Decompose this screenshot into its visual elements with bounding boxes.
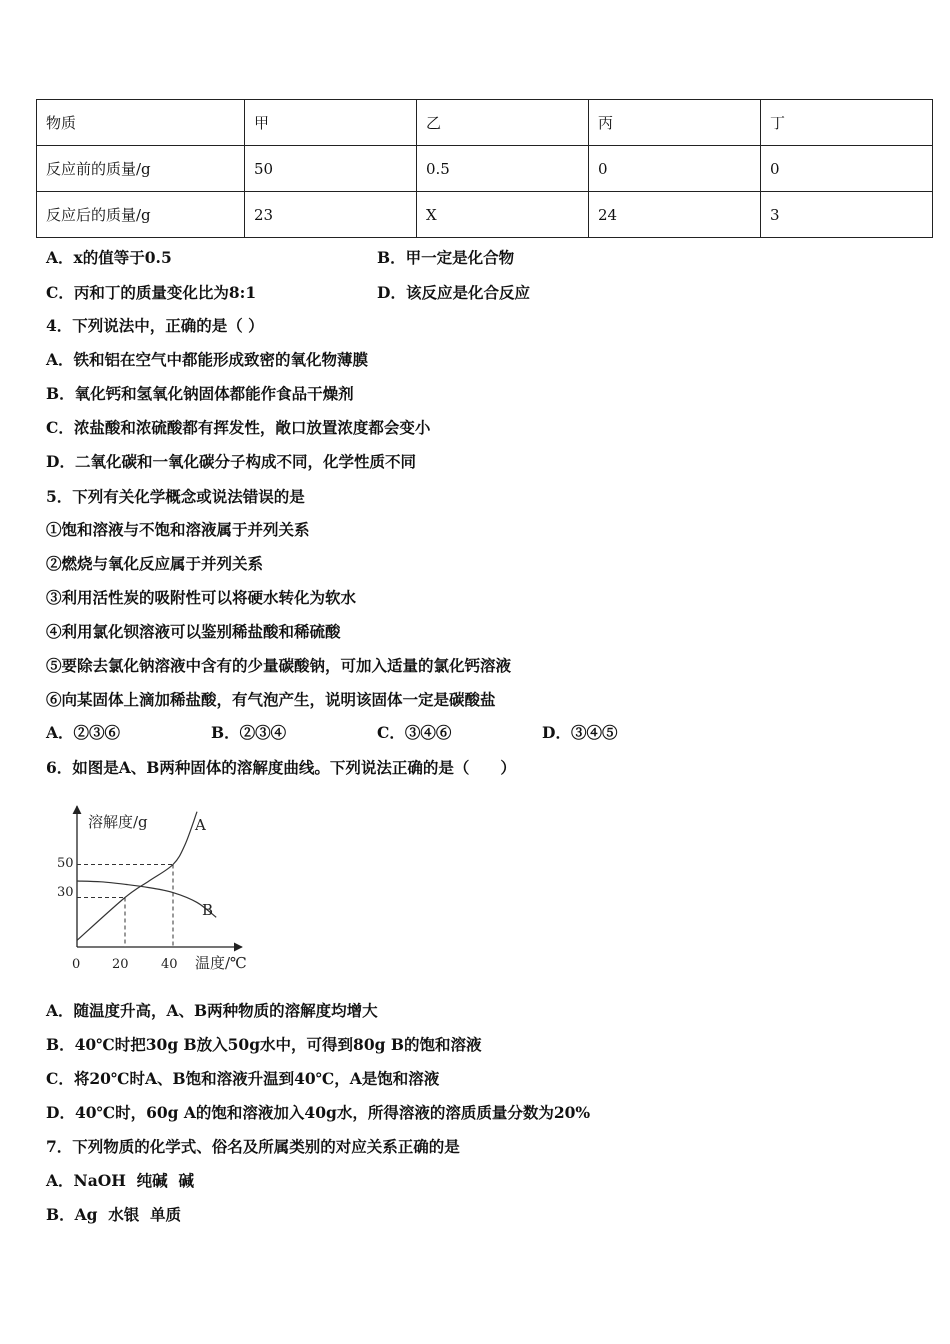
q3-option-c: C．丙和丁的质量变化比为8:1: [46, 283, 257, 302]
q3-option-b: B．甲一定是化合物: [377, 248, 515, 267]
table-cell: 24: [589, 192, 761, 238]
q5-stem: 5．下列有关化学概念或说法错误的是: [46, 487, 305, 506]
q4-option-b: B．氧化钙和氢氧化钠固体都能作食品干燥剂: [46, 384, 354, 403]
table-cell: 50: [245, 146, 417, 192]
q6-option-d: D．40℃时，60g A的饱和溶液加入40g水，所得溶液的溶质质量分数为20%: [46, 1103, 591, 1122]
mass-table: [36, 99, 933, 238]
table-cell: 反应后的质量/g: [37, 192, 245, 238]
y-tick-label: 30: [57, 885, 74, 900]
q4-option-c: C．浓盐酸和浓硫酸都有挥发性，敞口放置浓度都会变小: [46, 418, 431, 437]
q7-stem: 7．下列物质的化学式、俗名及所属类别的对应关系正确的是: [46, 1137, 460, 1156]
table-row: [37, 146, 933, 192]
series-a-label: A: [195, 816, 206, 834]
table-row: [37, 192, 933, 238]
q3-option-a: A．x的值等于0.5: [46, 248, 172, 267]
table-cell: X: [417, 192, 589, 238]
table-cell: 0: [589, 146, 761, 192]
q7-option-b: B．Ag 水银 单质: [46, 1205, 182, 1224]
table-cell: 甲: [245, 100, 417, 146]
table-row: [37, 100, 933, 146]
q5-statement-2: ②燃烧与氧化反应属于并列关系: [46, 554, 264, 573]
table-cell: 3: [761, 192, 933, 238]
y-axis-label: 溶解度/g: [88, 813, 148, 831]
x-tick-label: 40: [161, 957, 178, 972]
table-cell: 丙: [589, 100, 761, 146]
series-b-line: [77, 881, 216, 917]
q5-option-c: C．③④⑥: [377, 723, 452, 742]
q5-option-a: A．②③⑥: [46, 723, 121, 742]
q7-option-a: A．NaOH 纯碱 碱: [46, 1171, 194, 1190]
table-cell: 23: [245, 192, 417, 238]
q6-option-c: C．将20℃时A、B饱和溶液升温到40℃，A是饱和溶液: [46, 1069, 440, 1088]
x-tick-label: 20: [112, 957, 129, 972]
q5-option-b: B．②③④: [211, 723, 287, 742]
y-tick-label: 50: [57, 856, 74, 871]
q3-option-d: D．该反应是化合反应: [377, 283, 530, 302]
table-cell: 物质: [37, 100, 245, 146]
series-a-line: [77, 812, 197, 941]
table-cell: 反应前的质量/g: [37, 146, 245, 192]
q6-stem: 6．如图是A、B两种固体的溶解度曲线。下列说法正确的是（ ）: [46, 758, 516, 777]
q5-statement-3: ③利用活性炭的吸附性可以将硬水转化为软水: [46, 588, 357, 607]
table-cell: 乙: [417, 100, 589, 146]
q4-stem: 4．下列说法中，正确的是（ ）: [46, 316, 264, 335]
table-cell: 0: [761, 146, 933, 192]
q5-option-d: D．③④⑤: [542, 723, 618, 742]
q5-statement-4: ④利用氯化钡溶液可以鉴别稀盐酸和稀硫酸: [46, 622, 341, 641]
solubility-chart: [50, 800, 260, 980]
q6-option-a: A．随温度升高，A、B两种物质的溶解度均增大: [46, 1001, 378, 1020]
series-b-label: B: [202, 901, 214, 919]
table-cell: 丁: [761, 100, 933, 146]
q6-option-b: B．40℃时把30g B放入50g水中，可得到80g B的饱和溶液: [46, 1035, 482, 1054]
q5-statement-5: ⑤要除去氯化钠溶液中含有的少量碳酸钠，可加入适量的氯化钙溶液: [46, 656, 512, 675]
table-cell: 0.5: [417, 146, 589, 192]
x-tick-label: 0: [72, 957, 81, 972]
q5-statement-1: ①饱和溶液与不饱和溶液属于并列关系: [46, 520, 310, 539]
x-axis-label: 温度/℃: [195, 954, 247, 972]
q4-option-a: A．铁和铝在空气中都能形成致密的氧化物薄膜: [46, 350, 369, 369]
q4-option-d: D．二氧化碳和一氧化碳分子构成不同，化学性质不同: [46, 452, 416, 471]
q5-statement-6: ⑥向某固体上滴加稀盐酸，有气泡产生，说明该固体一定是碳酸盐: [46, 690, 496, 709]
